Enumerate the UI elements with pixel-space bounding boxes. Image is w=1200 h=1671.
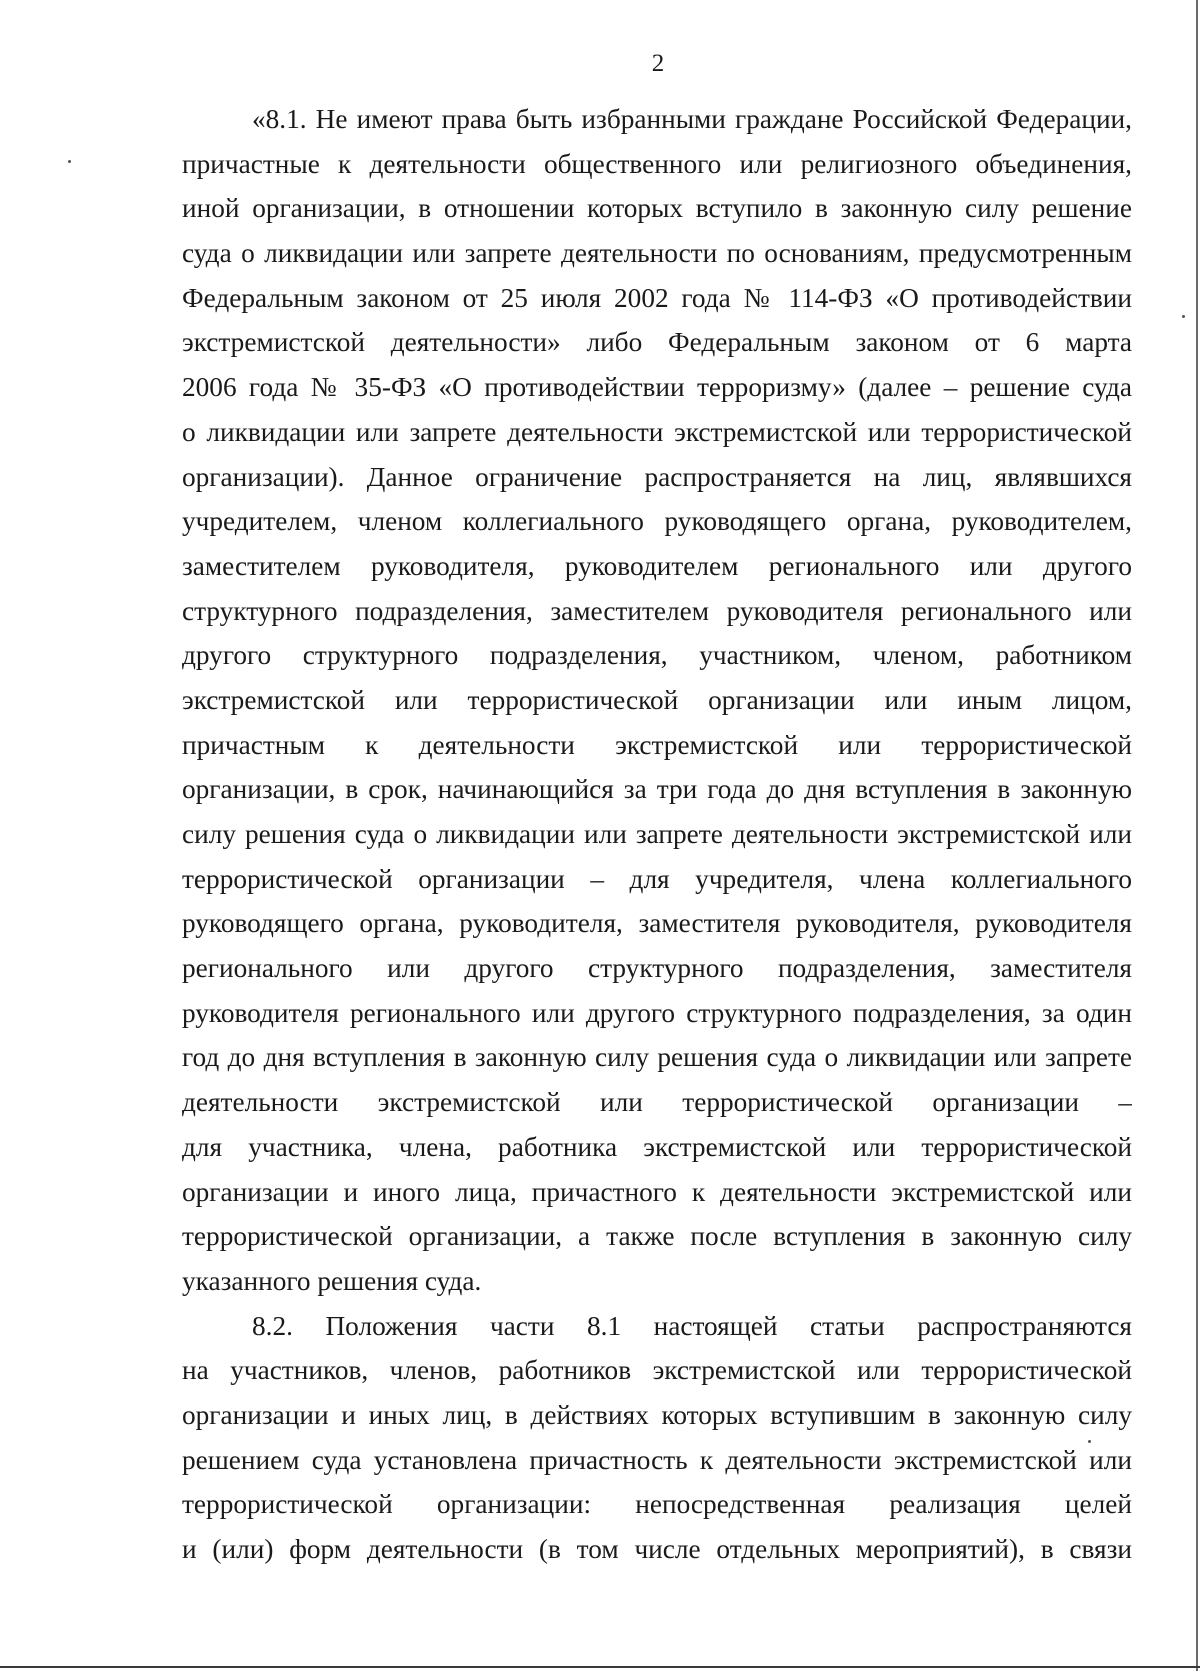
- paragraph-8-1-line: причастные к деятельности общественного или религиозного объединения,: [182, 148, 1132, 179]
- paragraph-8-2-line: организации и иных лиц, в действиях которых вступившим в законную силу: [182, 1399, 1132, 1430]
- paragraph-8-1-line: причастным к деятельности экстремистской или террористической: [182, 729, 1132, 760]
- page-number: 2: [651, 50, 665, 77]
- paragraph-8-1-line: о ликвидации или запрете деятельности экстремистской или террористической: [182, 416, 1132, 447]
- paragraph-8-1-line: террористической организации, а также после вступления в законную силу: [182, 1221, 1132, 1252]
- scan-speck: [1182, 315, 1185, 318]
- paragraph-8-1-line: регионального или другого структурного подразделения, заместителя: [182, 953, 1132, 984]
- paragraph-8-1-line: 2006 года № 35-ФЗ «О противодействии терроризму» (далее – решение суда: [182, 372, 1132, 403]
- paragraph-8-1-line: руководящего органа, руководителя, заместителя руководителя, руководителя: [182, 908, 1132, 939]
- scan-speck: [1088, 1440, 1091, 1443]
- paragraph-8-1-last-line: указанного решения суда.: [182, 1265, 482, 1296]
- paragraph-8-1-line: организации). Данное ограничение распространяется на лиц, являвшихся: [182, 461, 1132, 492]
- paragraph-8-1-line: заместителем руководителя, руководителем регионального или другого: [182, 550, 1132, 581]
- paragraph-8-1-line: учредителем, членом коллегиального руководящего органа, руководителем,: [182, 506, 1132, 537]
- paragraph-8-1-line: деятельности экстремистской или террористической организации –: [182, 1087, 1132, 1118]
- paragraph-8-1-line: структурного подразделения, заместителем руководителя регионального или: [182, 595, 1132, 626]
- paragraph-8-1-line: организации и иного лица, причастного к деятельности экстремистской или: [182, 1176, 1132, 1207]
- paragraph-8-1-line: организации, в срок, начинающийся за три года до дня вступления в законную: [182, 774, 1132, 805]
- paragraph-8-1-line: для участника, члена, работника экстремистской или террористической: [182, 1131, 1132, 1162]
- paragraph-8-1-line: суда о ликвидации или запрете деятельности по основаниям, предусмотренным: [182, 238, 1132, 269]
- paragraph-8-2-line: решением суда установлена причастность к деятельности экстремистской или: [182, 1444, 1132, 1475]
- scan-speck: [68, 160, 71, 163]
- paragraph-8-2-line: террористической организации: непосредственная реализация целей: [182, 1489, 1132, 1520]
- paragraph-8-1-line: экстремистской или террористической организации или иным лицом,: [182, 684, 1132, 715]
- paragraph-8-1-line: год до дня вступления в законную силу решения суда о ликвидации или запрете: [182, 1042, 1132, 1073]
- paragraph-8-1-line: силу решения суда о ликвидации или запрете деятельности экстремистской или: [182, 819, 1132, 849]
- document-body: [182, 97, 1132, 1572]
- paragraph-8-1-line: Федеральным законом от 25 июля 2002 года № 114-ФЗ «О противодействии: [182, 282, 1132, 313]
- scan-edge: [0, 1666, 1200, 1668]
- scan-edge: [1196, 0, 1198, 1671]
- paragraph-8-2-line: и (или) форм деятельности (в том числе отдельных мероприятий), в связи: [182, 1534, 1132, 1564]
- paragraph-8-1-line: руководителя регионального или другого структурного подразделения, за один: [182, 997, 1132, 1028]
- paragraph-8-1-line: экстремистской деятельности» либо Федеральным законом от 6 марта: [182, 327, 1132, 358]
- paragraph-8-1-line: другого структурного подразделения, участником, членом, работником: [182, 640, 1132, 671]
- paragraph-8-1-line: «8.1. Не имеют права быть избранными граждане Российской Федерации,: [252, 104, 1132, 134]
- paragraph-8-1-line: иной организации, в отношении которых вступило в законную силу решение: [182, 193, 1132, 224]
- paragraph-8-2-line: на участников, членов, работников экстремистской или террористической: [182, 1355, 1132, 1386]
- paragraph-8-1-line: террористической организации – для учредителя, члена коллегиального: [182, 863, 1132, 894]
- paragraph-8-2-line: 8.2. Положения части 8.1 настоящей статьи распространяются: [252, 1310, 1132, 1341]
